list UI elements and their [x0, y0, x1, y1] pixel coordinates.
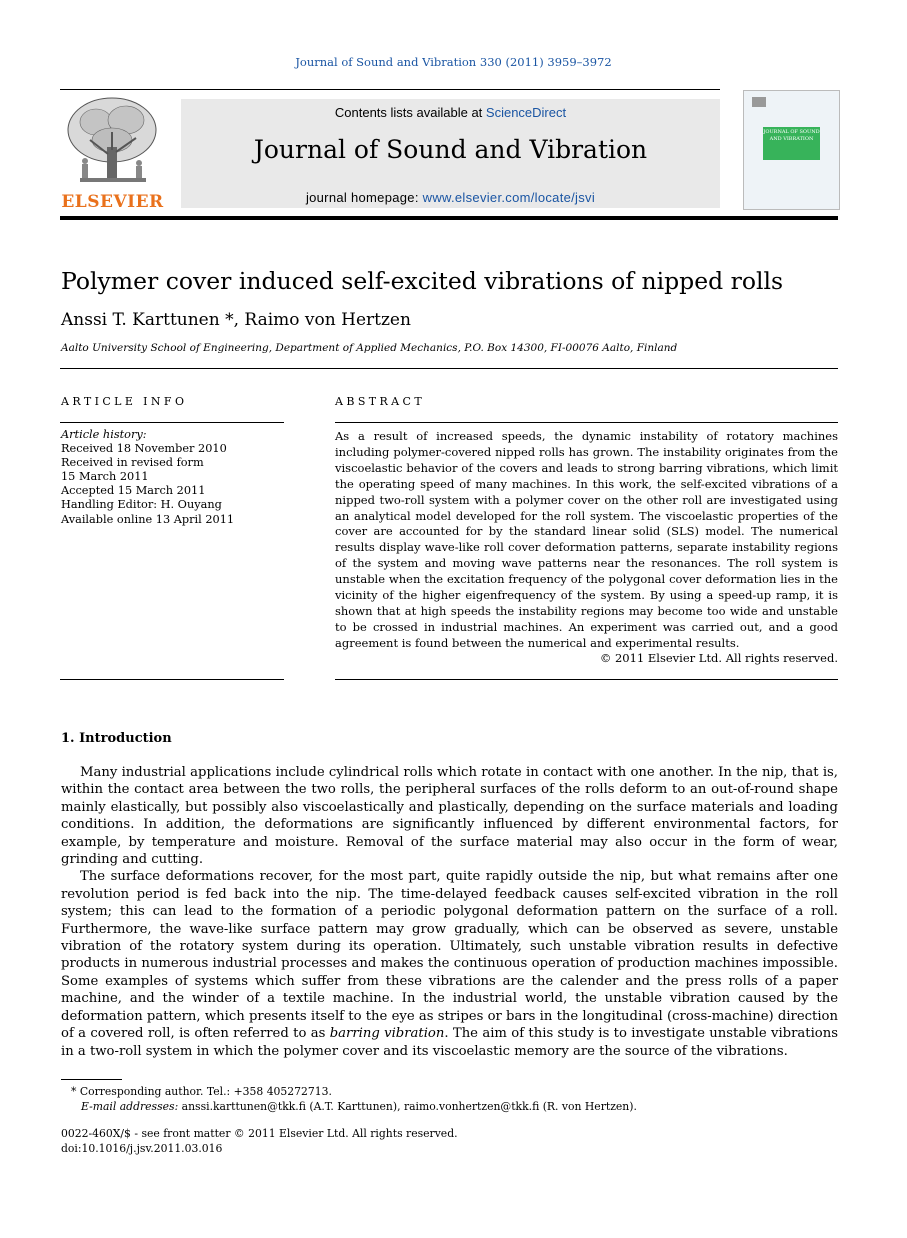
introduction-body [61, 764, 838, 1060]
article-info-heading: ARTICLE INFO [61, 395, 188, 408]
sciencedirect-link[interactable]: ScienceDirect [485, 105, 567, 120]
article-title: Polymer cover induced self-excited vibrations of nipped rolls [61, 267, 784, 295]
paragraph: The surface deformations recover, for the most part, quite rapidly outside the nip, but what remains after one revolution period is fed back into the nip. The time-delayed feedback causes self-excited vibration in the roll system; this can lead to the formation of a periodic polygonal deformation pattern on the surface of a roll. Furthermore, the wave-like surface pattern may grow gradually, which can be observed as severe, unstable vibration of the rotatory system during its operation. Ultimately, such unstable vibration results in defective products in numerous industrial processes and makes the continuous operation of production machines impossible. Some examples of systems which suffer from these vibrations are the calender and the press rolls of a paper machine, and the winder of a textile machine. In the industrial world, the unstable vibration caused by the deformation pattern, which presents itself to the eye as stripes or bars in the longitudinal (cross-machine) direction of a covered roll, is often referred to as barring vibration. The aim of this study is to investigate unstable vibrations in a two-roll system in which the polymer cover and its viscoelastic memory are the source of the vibrations. [61, 869, 838, 1059]
footnotes [61, 1084, 838, 1114]
history-item: 15 March 2011 [61, 470, 149, 484]
cover-logo-icon [752, 97, 766, 107]
article-info-bottom-rule [60, 679, 284, 680]
journal-cover-thumbnail[interactable] [743, 90, 840, 210]
header-rule [60, 89, 720, 90]
abstract-heading: ABSTRACT [335, 395, 426, 408]
contents-line: Contents lists available at ScienceDirect [334, 105, 567, 120]
homepage-link[interactable]: www.elsevier.com/locate/jsvi [422, 190, 596, 205]
paragraph: Many industrial applications include cylindrical rolls which rotate in contact with one another. In the nip, that is, within the contact area between the two rolls, the peripheral surfaces of the rolls deform to an out-of-round shape mainly elastically, but possibly also viscoelastically and plastically, depending on the surface materials and loading conditions. In addition, the deformations are significantly influenced by different environmental factors, for example, by temperature and moisture. Removal of the surface material may also occur in the form of wear, grinding and cutting. [61, 765, 838, 868]
emphasis-term: barring vibration [329, 1026, 445, 1042]
article-authors: Anssi T. Karttunen *, Raimo von Hertzen [61, 310, 411, 330]
history-item: Received 18 November 2010 [61, 442, 227, 456]
history-item: Accepted 15 March 2011 [61, 484, 206, 498]
doi-line[interactable]: doi:10.1016/j.jsv.2011.03.016 [61, 1142, 223, 1155]
journal-citation[interactable]: Journal of Sound and Vibration 330 (2011) 3959–3972 [295, 55, 612, 69]
author-affiliation: Aalto University School of Engineering, Department of Applied Mechanics, P.O. Box 14300, FI-00076 Aalto, Finland [61, 342, 678, 354]
journal-title: Journal of Sound and Vibration [253, 135, 648, 164]
email-note: E-mail addresses: anssi.karttunen@tkk.fi (A.T. Karttunen), raimo.vonhertzen@tkk.fi (R. von Hertzen). [81, 1100, 637, 1113]
abstract-bottom-rule [335, 679, 838, 680]
abstract-text: As a result of increased speeds, the dynamic instability of rotatory machines including polymer-covered nipped rolls has grown. The instability originates from the viscoelastic behavior of the covers and leads to strong barring vibrations, which limit the operating speed of many machines. In this work, the self-excited vibrations of a nipped two-roll system with a polymer cover on the other roll are investigated using an analytical model developed for the roll system. The viscoelastic properties of the cover are accounted for by the standard linear solid (SLS) model. The numerical results display wave-like roll cover deformation patterns, separate instability regions of the system and moving wave patterns near the resonances. The roll system is unstable when the excitation frequency of the polygonal cover deformation lies in the vicinity of the higher eigenfrequency of the system. By using a speed-up ramp, it is shown that at high speeds the instability regions may become too wide and unstable to be crossed in industrial machines. An experiment was carried out, and a good agreement is found between the numerical and experimental results. [335, 429, 838, 650]
thick-rule [60, 216, 838, 220]
elsevier-logo [60, 92, 165, 212]
history-item: Handling Editor: H. Ouyang [61, 498, 222, 512]
corresponding-author-note: * Corresponding author. Tel.: +358 405272713. [71, 1085, 332, 1098]
footnote-rule [61, 1079, 122, 1080]
history-item: Available online 13 April 2011 [61, 512, 235, 526]
history-label: Article history: [61, 428, 147, 441]
abstract-rule [335, 422, 838, 423]
cover-title-block: JOURNAL OF SOUND AND VIBRATION [763, 127, 820, 160]
homepage-line: journal homepage: www.elsevier.com/locate/jsvi [305, 190, 596, 205]
article-info-rule [60, 422, 284, 423]
introduction-heading: 1. Introduction [61, 731, 172, 746]
front-matter [61, 1126, 458, 1156]
issn-line: 0022-460X/$ - see front matter © 2011 Elsevier Ltd. All rights reserved. [61, 1127, 458, 1140]
history-item: Received in revised form [61, 456, 204, 470]
article-history [61, 428, 285, 527]
affiliation-rule [60, 368, 838, 369]
journal-header-box [181, 99, 720, 208]
abstract-copyright: © 2011 Elsevier Ltd. All rights reserved. [599, 651, 838, 665]
elsevier-wordmark: ELSEVIER [61, 192, 164, 212]
tree-icon [60, 92, 165, 190]
